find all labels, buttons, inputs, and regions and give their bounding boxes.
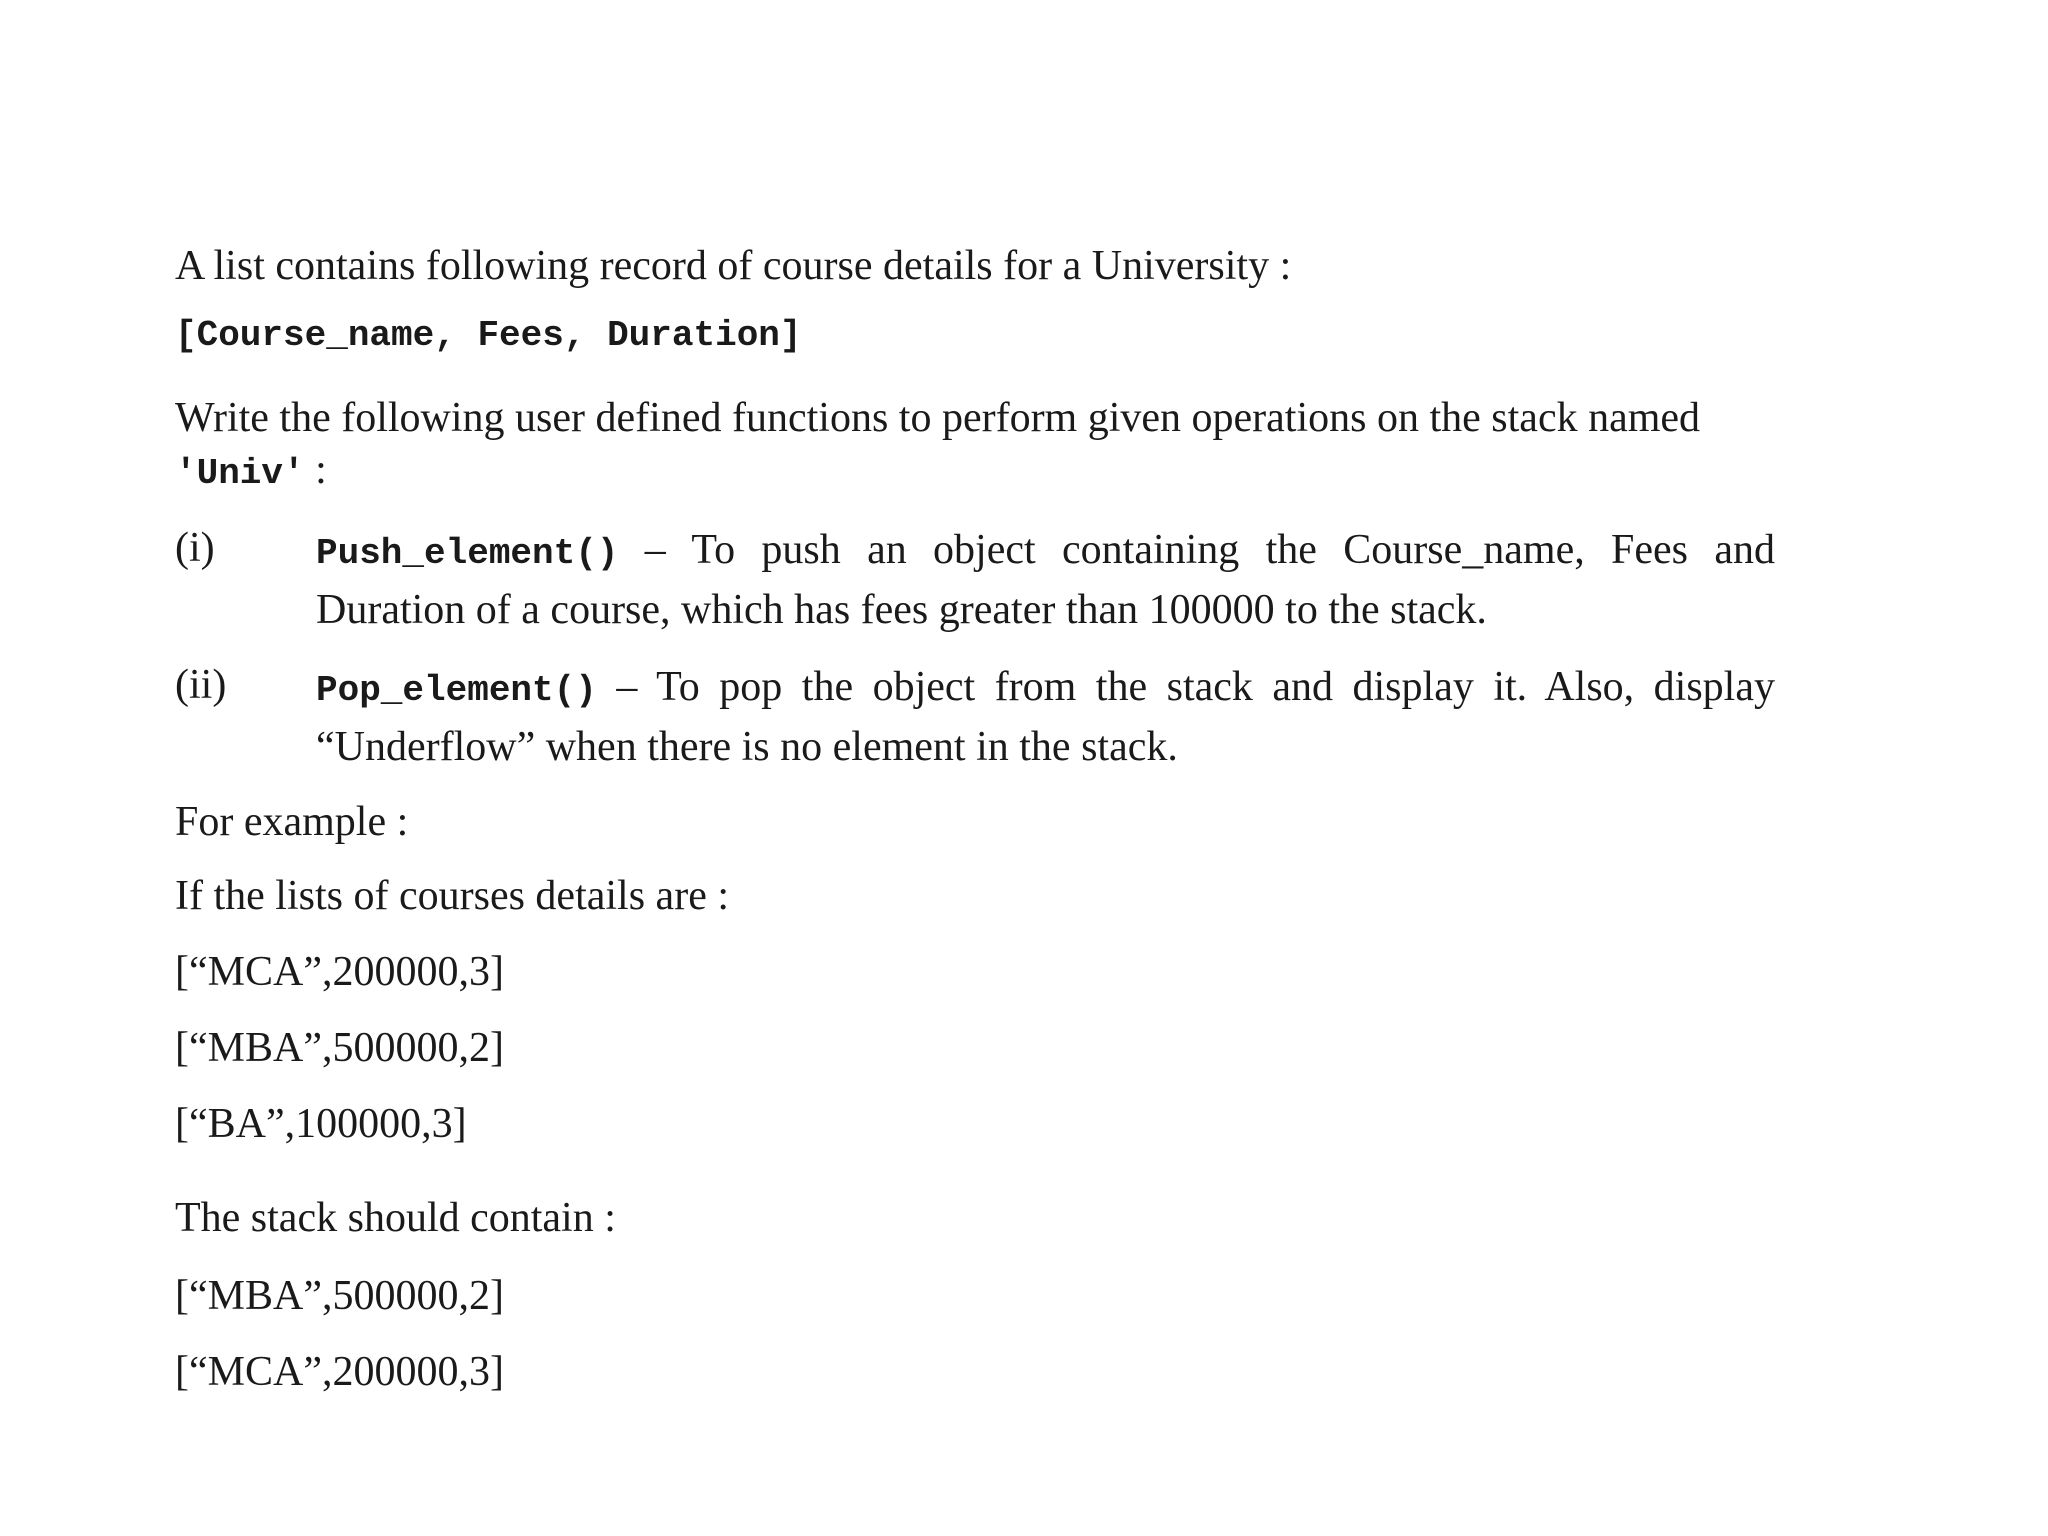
item-number: (i) bbox=[175, 525, 215, 571]
question-item-push bbox=[175, 522, 1775, 639]
example-label: For example : bbox=[175, 799, 409, 845]
record-fields: [Course_name, Fees, Duration] bbox=[175, 315, 802, 356]
question-item-pop bbox=[175, 659, 1775, 776]
item-dash: – bbox=[596, 664, 657, 710]
item-body bbox=[316, 659, 1775, 776]
lists-label: If the lists of courses details are : bbox=[175, 873, 729, 919]
intro-text: A list contains following record of course details for a University : bbox=[175, 243, 1292, 289]
stack-record: [“MBA”,500000,2] bbox=[175, 1273, 504, 1319]
stack-name: 'Univ' bbox=[175, 453, 305, 494]
instruction-text bbox=[175, 392, 1775, 500]
item-description: To push an object containing the Course_name, Fees and Duration of a course, which has fees greater than 100000 to the stack. bbox=[316, 527, 1775, 633]
input-record: [“MBA”,500000,2] bbox=[175, 1025, 504, 1071]
item-description: To pop the object from the stack and display it. Also, display “Underflow” when there is no element in the stack. bbox=[316, 664, 1775, 770]
instruction-prefix: Write the following user defined functions to perform given operations on the stack named bbox=[175, 395, 1701, 441]
item-number: (ii) bbox=[175, 662, 227, 708]
item-dash: – bbox=[618, 527, 692, 573]
stack-label: The stack should contain : bbox=[175, 1195, 616, 1241]
item-body bbox=[316, 522, 1775, 639]
input-record: [“MCA”,200000,3] bbox=[175, 949, 504, 995]
function-name-push: Push_element() bbox=[316, 533, 619, 574]
input-record: [“BA”,100000,3] bbox=[175, 1101, 467, 1147]
stack-record: [“MCA”,200000,3] bbox=[175, 1349, 504, 1395]
instruction-suffix: : bbox=[304, 447, 327, 493]
question-page bbox=[175, 240, 1775, 1422]
function-name-pop: Pop_element() bbox=[316, 670, 597, 711]
